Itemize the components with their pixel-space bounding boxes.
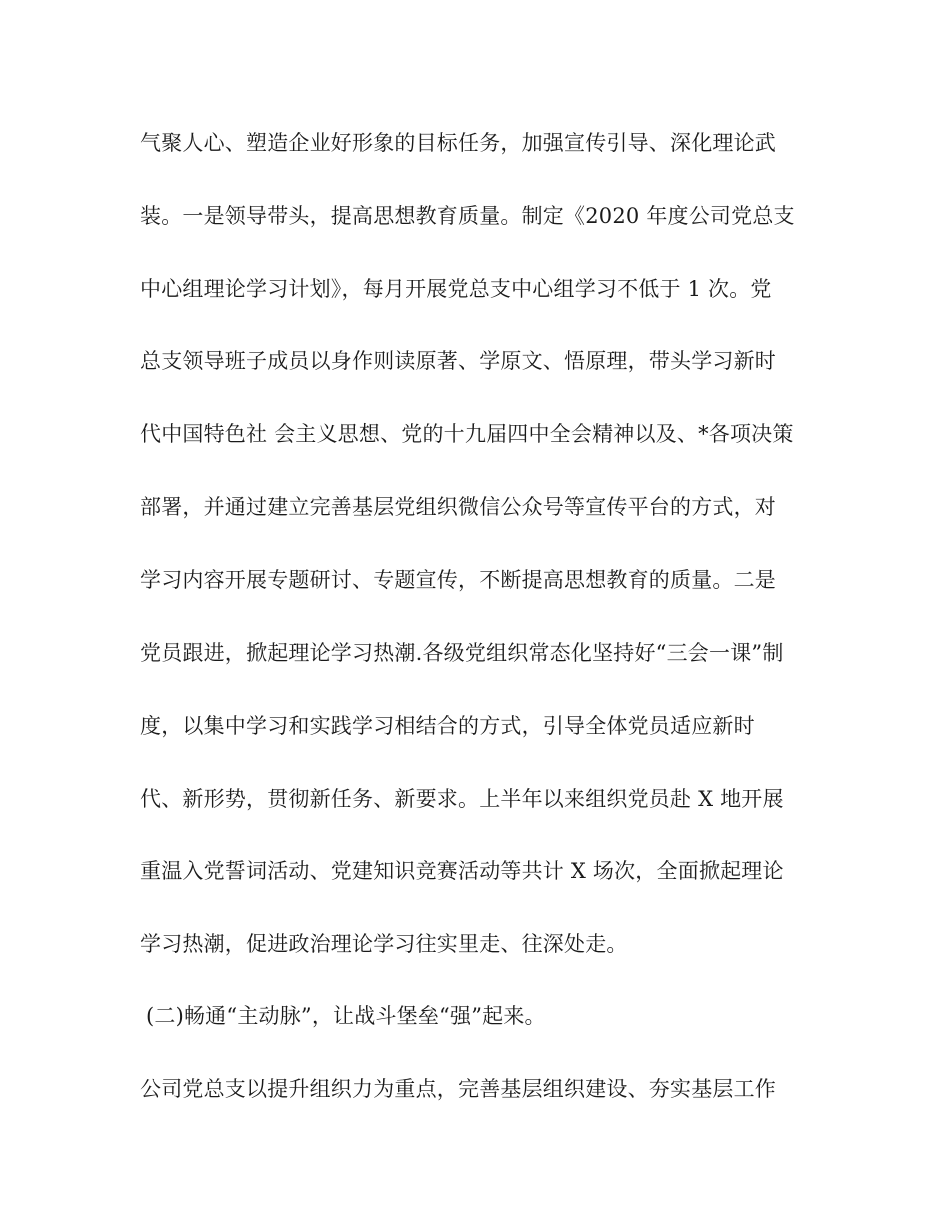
- body-text-line: 气聚人心、塑造企业好形象的目标任务，加强宣传引导、深化理论武: [140, 131, 776, 155]
- section-heading: (二)畅通“主动脉”，让战斗堡垒“强”起来。: [146, 1004, 546, 1028]
- body-text-line: 代、新形势，贯彻新任务、新要求。上半年以来组织党员赴 X 地开展: [140, 787, 784, 811]
- body-text-line: 总支领导班子成员以身作则读原著、学原文、悟原理，带头学习新时: [140, 349, 776, 373]
- body-text-line: 中心组理论学习计划》，每月开展党总支中心组学习不低于 1 次。党: [140, 277, 772, 301]
- body-text-line: 代中国特色社 会主义思想、党的十九届四中全会精神以及、*各项决策: [140, 422, 794, 446]
- body-text-line: 度，以集中学习和实践学习相结合的方式，引导全体党员适应新时: [140, 714, 755, 738]
- body-text-line: 装。一是领导带头，提高思想教育质量。制定《2020 年度公司党总支: [140, 204, 795, 228]
- body-text-line: 党员跟进，掀起理论学习热潮.各级党组织常态化坚持好“三会一课”制: [140, 641, 784, 665]
- body-text-line: 学习热潮，促进政治理论学习往实里走、往深处走。: [140, 932, 628, 956]
- body-text-line: 重温入党誓词活动、党建知识竞赛活动等共计 X 场次，全面掀起理论: [140, 859, 784, 883]
- body-text-line: 公司党总支以提升组织力为重点，完善基层组织建设、夯实基层工作: [140, 1077, 776, 1101]
- body-text-line: 学习内容开展专题研讨、专题宣传，不断提高思想教育的质量。二是: [140, 568, 776, 592]
- body-text-line: 部署，并通过建立完善基层党组织微信公众号等宣传平台的方式，对: [140, 495, 776, 519]
